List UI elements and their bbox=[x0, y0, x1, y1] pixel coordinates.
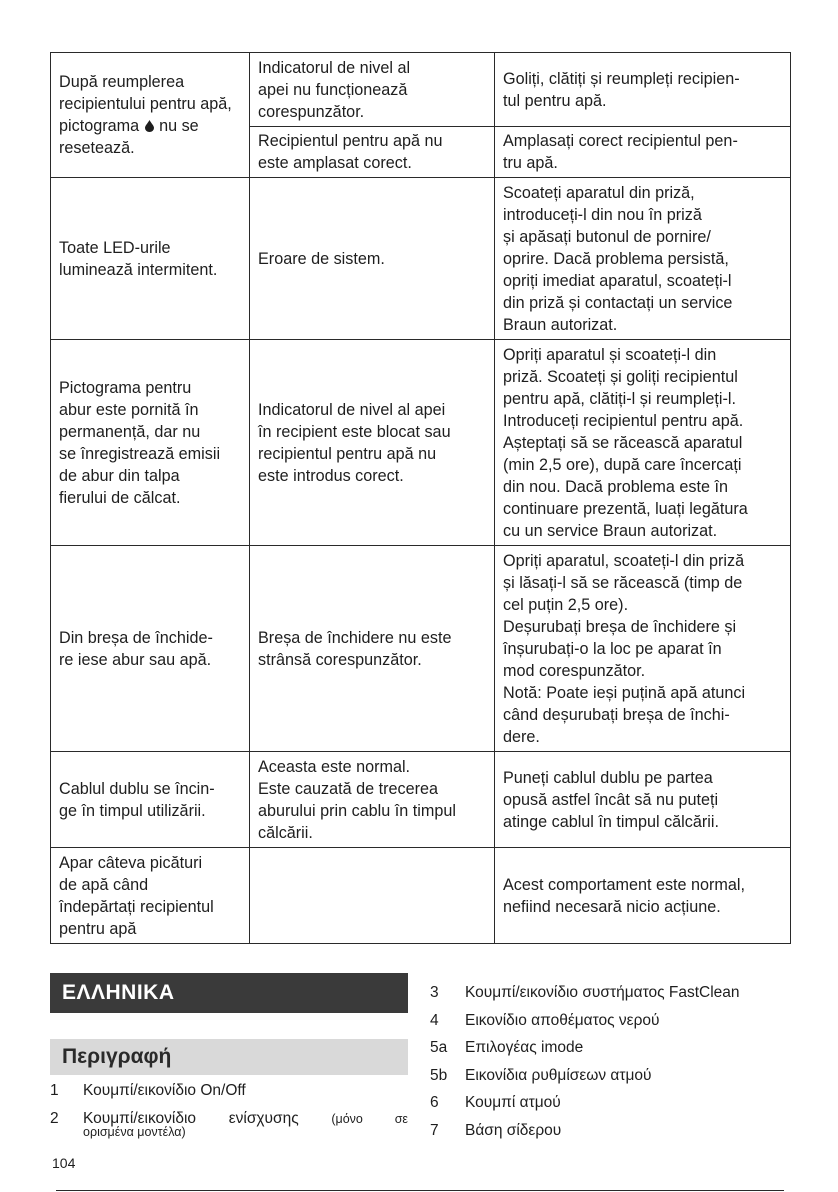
item-label: Κουμπί/εικονίδιο συστήματος FastClean bbox=[465, 984, 740, 1001]
item-number: 7 bbox=[430, 1121, 439, 1139]
list-item bbox=[430, 1038, 810, 1058]
footer-rule bbox=[56, 1190, 784, 1191]
cause-cell: Indicatorul de nivel al apei în recipient este blocat sau recipientul pentru apă nu este introdus corect. bbox=[250, 340, 495, 546]
remedy-cell: Amplasați corect recipientul pen- tru apă. bbox=[495, 127, 791, 178]
list-item bbox=[430, 1011, 810, 1031]
description-heading bbox=[50, 1039, 408, 1075]
troubleshooting-table bbox=[50, 52, 791, 944]
item-label: Κουμπί ατμού bbox=[465, 1094, 561, 1112]
remedy-cell: Goliți, clătiți și reumpleți recipien- tul pentru apă. bbox=[495, 53, 791, 127]
list-item bbox=[50, 1081, 408, 1101]
problem-cell: Apar câteva picături de apă când îndepărtați recipientul pentru apă bbox=[51, 848, 250, 944]
water-drop-icon bbox=[145, 120, 154, 132]
item-label: Εικονίδια ρυθμίσεων ατμού bbox=[465, 1066, 652, 1084]
item-label: Επιλογέας imode bbox=[465, 1039, 584, 1057]
item-number: 6 bbox=[430, 1094, 439, 1112]
item-label: Βάση σίδερου bbox=[465, 1121, 562, 1139]
item-label: Εικονίδιο αποθέματος νερού bbox=[465, 1011, 660, 1029]
cause-cell: Breșa de închidere nu este strânsă corespunzător. bbox=[250, 546, 495, 752]
table-row bbox=[51, 178, 791, 340]
cause-cell: Indicatorul de nivel al apei nu funcționează corespunzător. bbox=[250, 53, 495, 127]
remedy-cell: Opriți aparatul, scoateți-l din priză și lăsați-l să se răcească (timp de cel puțin 2,5 ore). Deșurubați breșa de închidere și înșurubați-o la loc pe aparat în mod corespunzător. Notă: Poate ieși puțină apă atunci când deșurubați breșa de închi- dere. bbox=[495, 546, 791, 752]
problem-cell: Toate LED-urile luminează intermitent. bbox=[51, 178, 250, 340]
item-label: Κουμπί/εικονίδιο On/Off bbox=[83, 1082, 246, 1099]
table-row bbox=[51, 53, 791, 127]
language-heading bbox=[50, 973, 408, 1013]
item-note-continued: ορισμένα μοντέλα) bbox=[83, 1125, 186, 1139]
list-item bbox=[430, 1066, 810, 1086]
list-item bbox=[430, 983, 810, 1003]
list-item bbox=[430, 1121, 810, 1141]
description-list-left bbox=[50, 1081, 408, 1139]
list-item bbox=[430, 1093, 810, 1113]
problem-text: După reumplerea recipientului pentru apă, pictograma bbox=[59, 73, 232, 135]
item-label-word: ενίσχυσης bbox=[228, 1110, 299, 1127]
remedy-cell: Opriți aparatul și scoateți-l din priză. Scoateți și goliți recipientul pentru apă, clătiți-l și reumpleți-l. Introduceți recipientul pentru apă. Așteptați să se răcească aparatul (min 2,5 ore), după care încercați din nou. Dacă problema este în continuare prezentă, luați legătura cu un service Braun autorizat. bbox=[495, 340, 791, 546]
problem-cell bbox=[51, 53, 250, 178]
cause-cell: Aceasta este normal. Este cauzată de trecerea aburului prin cablu în timpul călcării. bbox=[250, 752, 495, 848]
remedy-cell: Puneți cablul dublu pe partea opusă astfel încât să nu puteți atinge cablul în timpul călcării. bbox=[495, 752, 791, 848]
description-heading-text: Περιγραφή bbox=[62, 1045, 172, 1068]
problem-cell: Pictograma pentru abur este pornită în permanență, dar nu se înregistrează emisii de abur din talpa fierului de călcat. bbox=[51, 340, 250, 546]
description-list-right bbox=[430, 983, 810, 1149]
problem-cell: Cablul dublu se încin- ge în timpul utilizării. bbox=[51, 752, 250, 848]
problem-cell: Din breșa de închide- re iese abur sau apă. bbox=[51, 546, 250, 752]
item-number: 5a bbox=[430, 1039, 448, 1057]
language-heading-text: ΕΛΛΗΝΙΚΑ bbox=[62, 981, 175, 1004]
item-label-word: Κουμπί/εικονίδιο bbox=[83, 1110, 197, 1127]
cause-cell bbox=[250, 848, 495, 944]
remedy-cell: Scoateți aparatul din priză, introduceți-l din nou în priză și apăsați butonul de pornire/ oprire. Dacă problema persistă, opriți imediat aparatul, scoateți-l din priză și contactați un service Braun autorizat. bbox=[495, 178, 791, 340]
item-number: 4 bbox=[430, 1011, 439, 1029]
table-row bbox=[51, 752, 791, 848]
cause-cell: Recipientul pentru apă nu este amplasat corect. bbox=[250, 127, 495, 178]
table-row bbox=[51, 340, 791, 546]
page-number: 104 bbox=[52, 1155, 76, 1171]
item-number: 3 bbox=[430, 984, 439, 1001]
item-number: 1 bbox=[50, 1082, 59, 1099]
item-number: 2 bbox=[50, 1110, 59, 1127]
cause-cell: Eroare de sistem. bbox=[250, 178, 495, 340]
remedy-cell: Acest comportament este normal, nefiind necesară nicio acțiune. bbox=[495, 848, 791, 944]
table-row bbox=[51, 848, 791, 944]
problem-text-end: nu se resetează. bbox=[59, 117, 199, 157]
item-note: (μόνο σε bbox=[331, 1112, 408, 1126]
table-row bbox=[51, 546, 791, 752]
item-number: 5b bbox=[430, 1066, 448, 1084]
